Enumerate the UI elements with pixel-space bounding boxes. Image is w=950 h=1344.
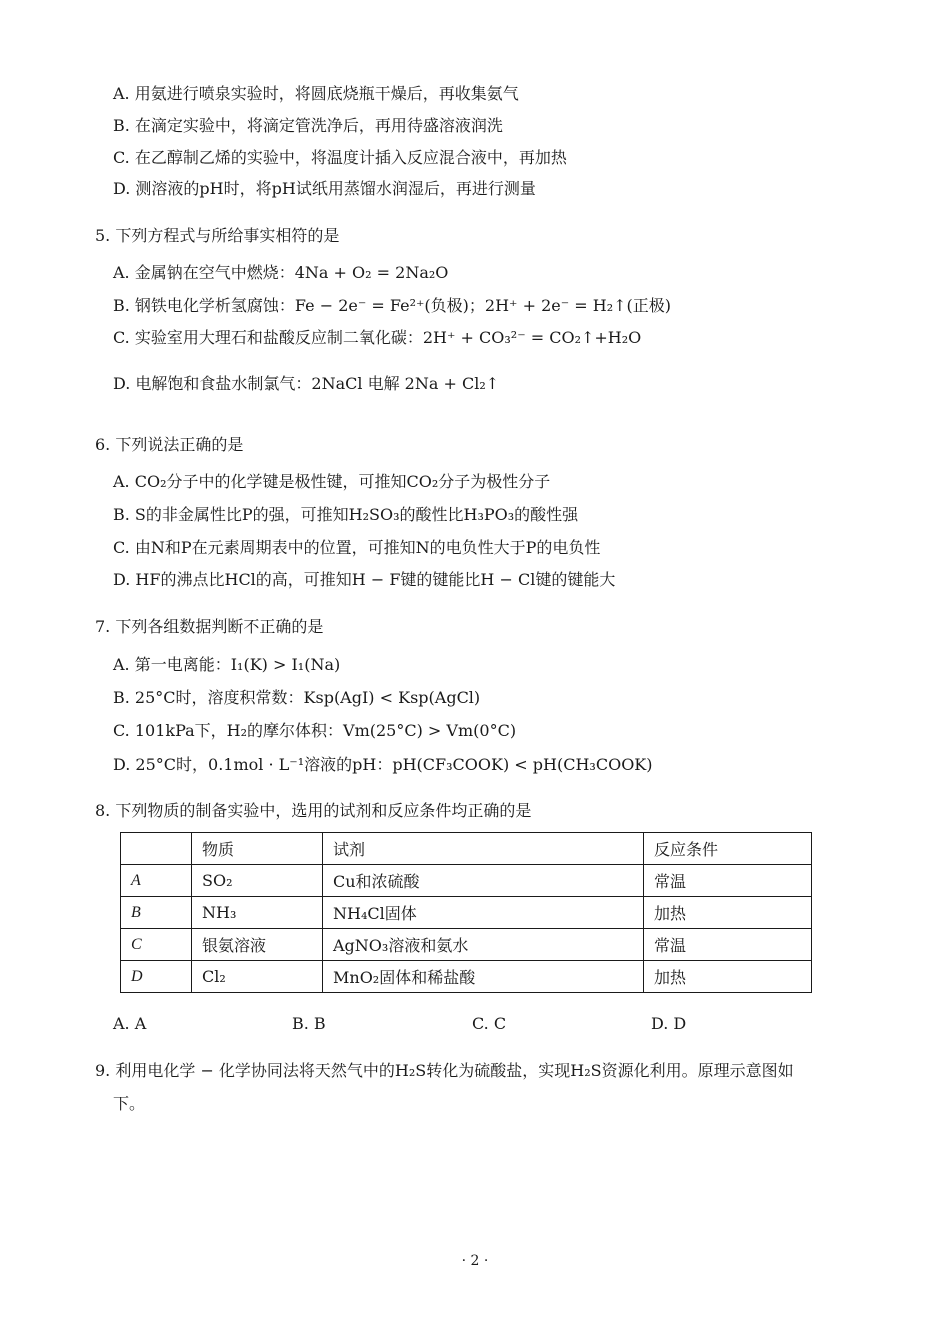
table-cell: C xyxy=(121,929,192,961)
q8-choice-c: C. C xyxy=(472,1014,507,1033)
table-row xyxy=(121,929,812,961)
table-cell: MnO₂固体和稀盐酸 xyxy=(323,961,644,993)
q6-option-a: A. CO₂分子中的化学键是极性键，可推知CO₂分子为极性分子 xyxy=(113,472,551,491)
page-number: · 2 · xyxy=(461,1253,489,1269)
q7-option-c: C. 101kPa下，H₂的摩尔体积：Vm(25°C) > Vm(0°C) xyxy=(113,721,517,740)
table-cell: AgNO₃溶液和氨水 xyxy=(323,929,644,961)
table-row xyxy=(121,865,812,897)
table-cell: NH₃ xyxy=(192,897,323,929)
q8-stem: 8. 下列物质的制备实验中，选用的试剂和反应条件均正确的是 xyxy=(95,801,532,820)
q6-option-b: B. S的非金属性比P的强，可推知H₂SO₃的酸性比H₃PO₃的酸性强 xyxy=(113,505,579,524)
q6-option-d: D. HF的沸点比HCl的高，可推知H − F键的键能比H − Cl键的键能大 xyxy=(113,570,616,589)
q7-option-a: A. 第一电离能：I₁(K) > I₁(Na) xyxy=(113,655,341,674)
q9-stem-line2: 下。 xyxy=(113,1094,146,1113)
q7-option-b: B. 25°C时，溶度积常数：Ksp(AgI) < Ksp(AgCl) xyxy=(113,688,481,707)
q4-option-b: B. 在滴定实验中，将滴定管洗净后，再用待盛溶液润洗 xyxy=(113,116,503,135)
reagent-table xyxy=(120,832,812,993)
table-cell: Cu和浓硫酸 xyxy=(323,865,644,897)
q5-option-d: D. 电解饱和食盐水制氯气：2NaCl 电解 2Na + Cl₂↑ xyxy=(113,374,500,393)
q7-stem: 7. 下列各组数据判断不正确的是 xyxy=(95,617,324,636)
table-row xyxy=(121,897,812,929)
q5-option-c: C. 实验室用大理石和盐酸反应制二氧化碳：2H⁺ + CO₃²⁻ = CO₂↑+H₂O xyxy=(113,328,642,347)
table-cell: Cl₂ xyxy=(192,961,323,993)
table-cell: 常温 xyxy=(644,865,812,897)
q5-option-a: A. 金属钠在空气中燃烧：4Na + O₂ = 2Na₂O xyxy=(113,263,449,282)
q8-choice-d: D. D xyxy=(651,1014,687,1033)
q6-stem: 6. 下列说法正确的是 xyxy=(95,435,244,454)
table-cell: B xyxy=(121,897,192,929)
q8-choice-b: B. B xyxy=(292,1014,326,1033)
q5-option-b: B. 钢铁电化学析氢腐蚀：Fe − 2e⁻ = Fe²⁺(负极)；2H⁺ + 2e⁻ = H₂↑(正极) xyxy=(113,296,672,315)
q4-option-a: A. 用氨进行喷泉实验时，将圆底烧瓶干燥后，再收集氨气 xyxy=(113,84,519,103)
q9-stem-line1: 9. 利用电化学 − 化学协同法将天然气中的H₂S转化为硫酸盐，实现H₂S资源化利用。原理示意图如 xyxy=(95,1061,794,1080)
table-cell: 常温 xyxy=(644,929,812,961)
table-header-row xyxy=(121,833,812,865)
q6-option-c: C. 由N和P在元素周期表中的位置，可推知N的电负性大于P的电负性 xyxy=(113,538,601,557)
table-cell: 银氨溶液 xyxy=(192,929,323,961)
table-header-cell: 反应条件 xyxy=(644,833,812,865)
table-cell: 加热 xyxy=(644,961,812,993)
q5-stem: 5. 下列方程式与所给事实相符的是 xyxy=(95,226,340,245)
table-cell: SO₂ xyxy=(192,865,323,897)
table-header-cell: 试剂 xyxy=(323,833,644,865)
table-cell: D xyxy=(121,961,192,993)
q4-option-d: D. 测溶液的pH时，将pH试纸用蒸馏水润湿后，再进行测量 xyxy=(113,179,536,198)
table-header-cell: 物质 xyxy=(192,833,323,865)
table-cell: A xyxy=(121,865,192,897)
q7-option-d: D. 25°C时，0.1mol · L⁻¹溶液的pH：pH(CF₃COOK) < pH(CH₃COOK) xyxy=(113,755,653,774)
q4-option-c: C. 在乙醇制乙烯的实验中，将温度计插入反应混合液中，再加热 xyxy=(113,148,567,167)
q8-choice-a: A. A xyxy=(113,1014,147,1033)
table-header-cell xyxy=(121,833,192,865)
table-cell: NH₄Cl固体 xyxy=(323,897,644,929)
table-row xyxy=(121,961,812,993)
table-cell: 加热 xyxy=(644,897,812,929)
